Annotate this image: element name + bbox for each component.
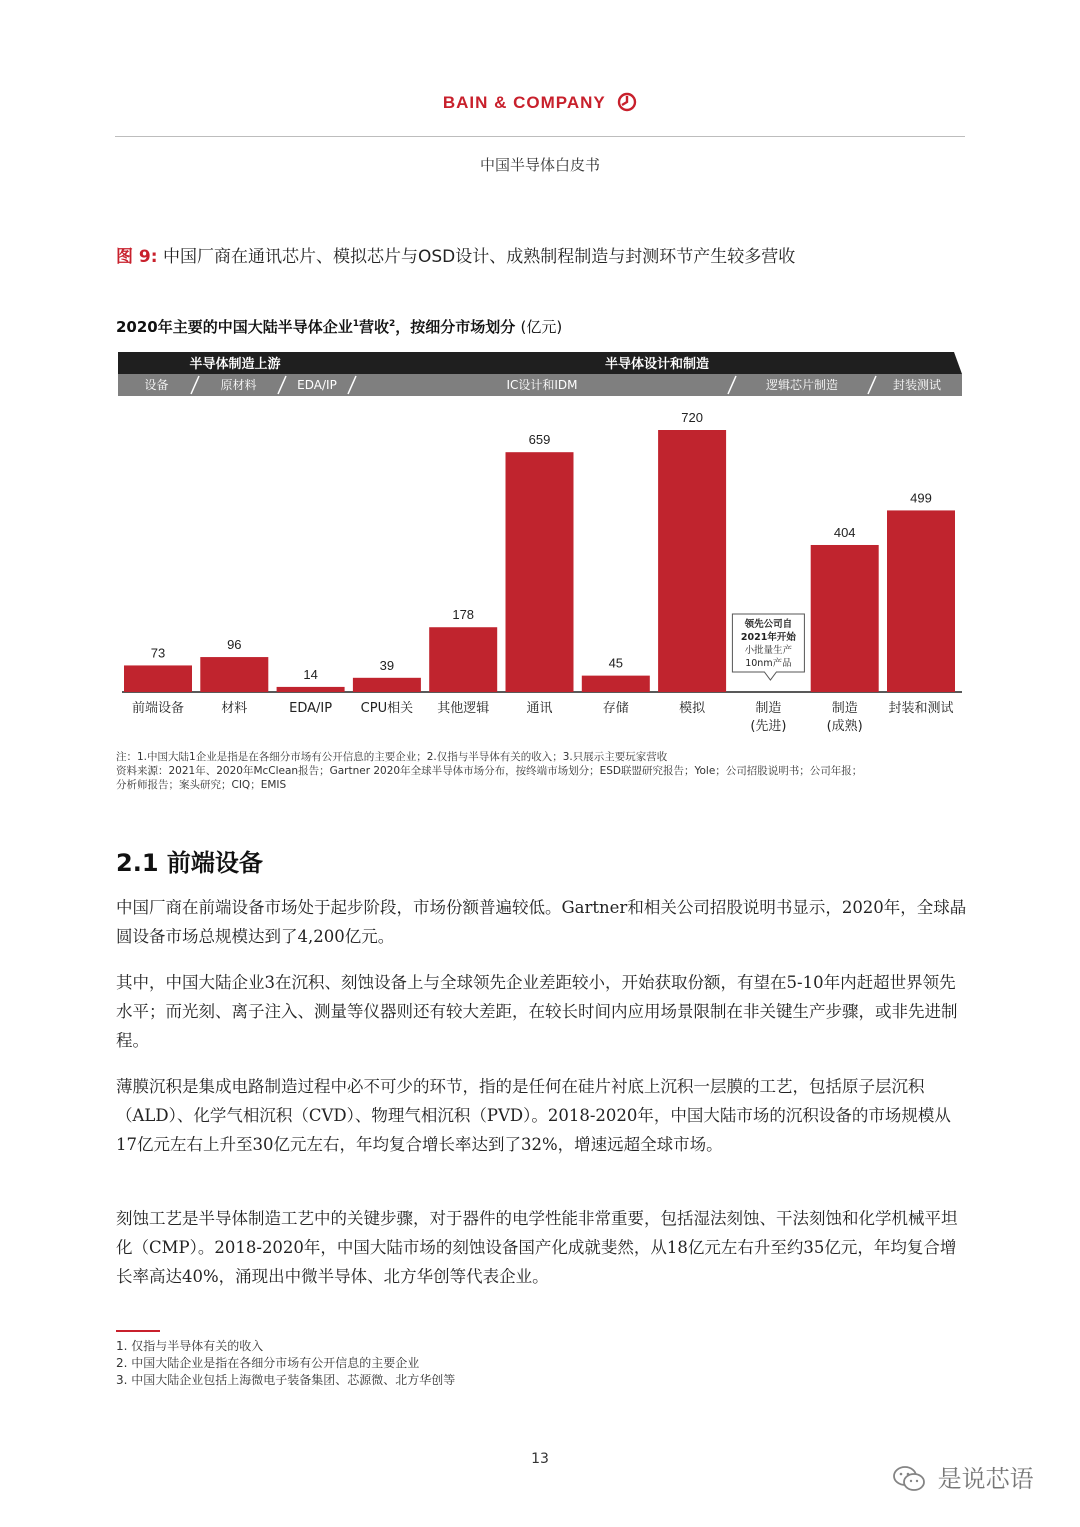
bar-value-label: 73 (150, 645, 166, 661)
watermark-text: 是说芯语 (937, 1465, 1034, 1493)
banner-segment-label: 设备 (144, 378, 169, 392)
chart-unit: (亿元) (520, 318, 563, 336)
bar (582, 676, 650, 692)
figure-label: 图 9: (116, 247, 158, 267)
bar (124, 665, 192, 692)
revenue-bar-chart (110, 348, 970, 748)
bain-logo-icon (617, 92, 637, 117)
header-rule (115, 136, 965, 137)
bar-value-label: 178 (452, 607, 475, 623)
bar-value-label: 14 (303, 666, 318, 682)
bar-value-label: 499 (910, 490, 932, 506)
banner-segment-label: IC设计和IDM (506, 378, 578, 392)
paragraph-1: 中国厂商在前端设备市场处于起步阶段，市场份额普遍较低。Gartner和相关公司招股说明书显示，2020年，全球晶圆设备市场总规模达到了4,200亿元。 (116, 898, 967, 946)
footnote-1: 1. 仅指与半导体有关的收入 (116, 1339, 264, 1353)
banner-segment-label: EDA/IP (297, 378, 337, 392)
banner-segment-label: 封装测试 (892, 378, 942, 392)
banner-top-label: 半导体设计和制造 (604, 357, 710, 372)
watermark (892, 1459, 1034, 1499)
bar (506, 452, 574, 692)
category-label: 制造 (755, 701, 782, 716)
source-line: 资料来源：2021年、2020年McClean报告；Gartner 2020年全球半导体市场分布，按终端市场划分；ESD联盟研究报告；Yole；公司招股说明书；公司年报； (116, 765, 863, 777)
bar-value-label: 720 (681, 410, 703, 425)
category-label: 模拟 (679, 701, 706, 716)
logo-text: BAIN & COMPANY (442, 93, 606, 112)
category-label: 其他逻辑 (437, 701, 490, 716)
callout-text: 小批量生产 (744, 645, 793, 656)
paragraph-2: 其中，中国大陆企业3在沉积、刻蚀设备上与全球领先企业差距较小，开始获取份额，有望在5-10年内赶超世界领先水平；而光刻、离子注入、测量等仪器则还有较大差距，在较长时间内应用场景限制在非关键生产步骤，或非先进制程。 (116, 973, 958, 1050)
bar (277, 687, 345, 692)
category-label: 材料 (221, 701, 248, 716)
bar-value-label: 659 (528, 432, 551, 448)
bar-value-label: 404 (833, 524, 856, 540)
category-label: (先进) (750, 719, 787, 734)
chart-title-sup1: 1 (352, 319, 360, 329)
banner-segment-label: 逻辑芯片制造 (765, 378, 839, 392)
category-label: EDA/IP (289, 701, 333, 716)
category-label: 封装和测试 (888, 701, 954, 716)
chart-title-part1: 2020年主要的中国大陆半导体企业 (116, 318, 353, 336)
page-number: 13 (531, 1451, 549, 1467)
category-label: 制造 (831, 701, 858, 716)
bar-value-label: 39 (379, 657, 395, 673)
figure-title-text: 中国厂商在通讯芯片、模拟芯片与OSD设计、成熟制程制造与封测环节产生较多营收 (162, 247, 796, 267)
category-label: (成熟) (826, 719, 863, 734)
callout-text: 领先公司自 (744, 619, 793, 630)
category-label: CPU相关 (360, 701, 414, 716)
paragraph-3: 薄膜沉积是集成电路制造过程中必不可少的环节，指的是任何在硅片衬底上沉积一层膜的工艺，包括原子层沉积（ALD）、化学气相沉积（CVD）、物理气相沉积（PVD）。2018-2020年，中国大陆市场的沉积设备的市场规模从17亿元左右上升至30亿元左右，年均复合增长率达到了32%，增速远超全球市场。 (116, 1077, 951, 1154)
chart-notes (116, 750, 862, 792)
chart-title-part3: ，按细分市场划分 (395, 318, 516, 336)
footnotes (116, 1338, 455, 1389)
bar (811, 545, 879, 692)
wechat-icon (892, 1465, 926, 1499)
bain-logo (0, 92, 1080, 117)
bar (353, 678, 421, 692)
document-subtitle: 中国半导体白皮书 (479, 156, 600, 174)
note-line: 注：1.中国大陆1企业是指是在各细分市场有公开信息的主要企业；2.仅指与半导体有关的收入；3.只展示主要玩家营收 (116, 751, 668, 763)
footnote-rule (116, 1330, 160, 1332)
chart-title (116, 316, 562, 337)
bar (887, 510, 955, 692)
callout-text: 2021年开始 (740, 632, 796, 643)
chart-title-part2: 营收 (359, 318, 390, 336)
bar (429, 627, 497, 692)
bar-value-label: 45 (608, 655, 624, 671)
bar-value-label: 96 (227, 637, 242, 653)
bar (200, 657, 268, 692)
section-heading: 2.1 前端设备 (116, 849, 263, 877)
category-label: 存储 (602, 701, 629, 716)
footnote-3: 3. 中国大陆企业包括上海微电子装备集团、芯源微、北方华创等 (116, 1373, 456, 1387)
figure-title (116, 242, 795, 267)
category-label: 前端设备 (131, 701, 185, 716)
chart-title-sup2: 2 (389, 319, 396, 329)
source-line-cont: 分析师报告；案头研究；CIQ；EMIS (116, 779, 287, 791)
footnote-2: 2. 中国大陆企业是指在各细分市场有公开信息的主要企业 (116, 1356, 420, 1370)
paragraph-4: 刻蚀工艺是半导体制造工艺中的关键步骤，对于器件的电学性能非常重要，包括湿法刻蚀、干法刻蚀和化学机械平坦化（CMP）。2018-2020年，中国大陆市场的刻蚀设备国产化成就斐然，从18亿元左右升至约35亿元，年均复合增长率高达40%，涌现出中微半导体、北方华创等代表企业。 (116, 1209, 958, 1286)
banner-segment-label: 原材料 (220, 378, 257, 392)
bar (658, 430, 726, 692)
callout-text: 10nm产品 (745, 658, 792, 669)
banner-top-label: 半导体制造上游 (189, 357, 281, 372)
category-label: 通讯 (526, 701, 553, 716)
